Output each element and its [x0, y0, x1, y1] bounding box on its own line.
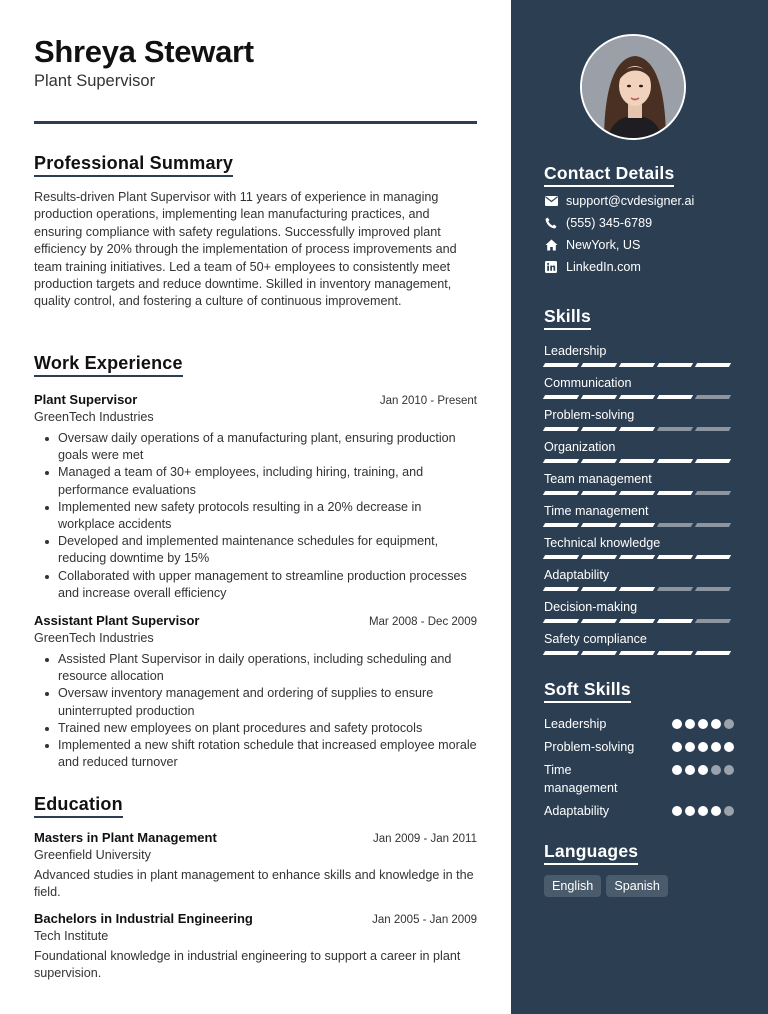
skill-item [544, 375, 734, 399]
education-section [34, 794, 477, 983]
skill-level-bar [544, 619, 734, 623]
skill-level-segment [581, 459, 617, 463]
skill-name: Decision-making [544, 600, 638, 614]
skill-level-segment [543, 363, 579, 367]
skill-level-segment [581, 491, 617, 495]
skill-level-segment [695, 491, 731, 495]
job-entry [34, 613, 477, 771]
degree-title: Bachelors in Industrial Engineering [34, 910, 253, 926]
candidate-name: Shreya Stewart [34, 34, 254, 69]
list-item: Trained new employees on plant procedures and safety protocols [34, 720, 477, 737]
job-date: Jan 2010 - Present [379, 395, 477, 407]
work-experience-section [34, 353, 477, 771]
skill-item [544, 535, 734, 559]
education-date: Jan 2009 - Jan 2011 [372, 833, 477, 845]
skill-item [544, 471, 734, 495]
list-item: Assisted Plant Supervisor in daily operations, including scheduling and resource allocation [34, 651, 477, 685]
contact-title: Contact Details [544, 163, 674, 187]
skill-level-bar [544, 363, 734, 367]
skill-name: Time management [544, 504, 649, 518]
education-entry [34, 830, 477, 902]
work-experience-title: Work Experience [34, 353, 183, 377]
skill-level-segment [581, 395, 617, 399]
skill-level-segment [581, 619, 617, 623]
bullet-icon [45, 575, 49, 579]
degree-title: Masters in Plant Management [34, 830, 217, 845]
skill-name: Problem-solving [544, 408, 635, 422]
skill-level-segment [657, 363, 693, 367]
skill-item [544, 599, 734, 623]
bullet-icon [45, 437, 49, 441]
skill-item [544, 343, 734, 367]
skill-level-segment [657, 555, 693, 559]
rating-dot-icon [672, 806, 682, 816]
list-item: Developed and implemented maintenance schedules for equipment, reducing downtime by 15% [34, 533, 477, 567]
rating-dot-icon [724, 765, 734, 775]
soft-skill-item [544, 738, 734, 756]
skill-level-segment [695, 619, 731, 623]
school-name: Greenfield University [34, 848, 151, 862]
linkedin-icon [544, 260, 558, 274]
skill-level-segment [619, 427, 655, 431]
skill-level-segment [543, 619, 579, 623]
skill-level-segment [581, 651, 617, 655]
list-item: Implemented new safety protocols resulting in a 20% decrease in workplace accidents [34, 499, 477, 533]
rating-dot-icon [724, 806, 734, 816]
skill-level-segment [581, 555, 617, 559]
language-badge: Spanish [606, 875, 668, 897]
job-title: Plant Supervisor [34, 392, 138, 407]
list-item: Implemented a new shift rotation schedule that increased employee morale and reduced turnover [34, 737, 477, 771]
skill-level-segment [695, 395, 731, 399]
rating-dot-icon [724, 742, 734, 752]
skills-title: Skills [544, 306, 591, 330]
soft-skill-rating [672, 719, 734, 729]
skill-level-segment [619, 587, 655, 591]
job-company: GreenTech Industries [34, 410, 154, 424]
rating-dot-icon [672, 742, 682, 752]
skill-level-segment [543, 491, 579, 495]
bullet-icon [45, 471, 49, 475]
soft-skill-item [544, 761, 734, 797]
sidebar [511, 0, 768, 1014]
rating-dot-icon [672, 765, 682, 775]
skill-level-segment [543, 523, 579, 527]
bullet-icon [45, 727, 49, 731]
phone-icon [544, 216, 558, 230]
soft-skills-section [544, 679, 734, 820]
job-date: Mar 2008 - Dec 2009 [368, 616, 477, 629]
rating-dot-icon [685, 719, 695, 729]
skill-level-bar [544, 587, 734, 591]
skills-section [544, 306, 734, 663]
skill-level-segment [543, 395, 579, 399]
skill-level-segment [543, 555, 579, 559]
list-item: Oversaw daily operations of a manufacturing plant, ensuring production goals were met [34, 430, 477, 464]
skill-name: Team management [544, 472, 652, 486]
skill-level-segment [657, 459, 693, 463]
education-date: Jan 2005 - Jan 2009 [372, 913, 477, 926]
skill-level-segment [581, 587, 617, 591]
skill-level-segment [695, 363, 731, 367]
education-entry [34, 911, 477, 983]
skill-level-segment [619, 619, 655, 623]
skill-name: Safety compliance [544, 632, 647, 646]
soft-skill-item [544, 715, 734, 733]
rating-dot-icon [698, 742, 708, 752]
languages-title: Languages [544, 841, 638, 865]
skill-level-segment [619, 459, 655, 463]
skill-level-segment [543, 651, 579, 655]
skill-name: Adaptability [544, 568, 610, 582]
languages-section [544, 841, 744, 897]
skill-item [544, 631, 734, 655]
job-entry [34, 392, 477, 602]
skill-level-bar [544, 491, 734, 495]
contact-phone[interactable]: (555) 345-6789 [544, 215, 744, 231]
bullet-icon [45, 540, 49, 544]
skill-level-segment [657, 523, 693, 527]
school-name: Tech Institute [34, 928, 109, 943]
bullet-icon [45, 658, 49, 662]
skill-item [544, 407, 734, 431]
education-description: Advanced studies in plant management to enhance skills and knowledge in the field. [34, 868, 474, 900]
skill-level-segment [581, 363, 617, 367]
skill-level-bar [544, 459, 734, 463]
skill-level-bar [544, 523, 734, 527]
contact-location: NewYork, US [544, 237, 744, 253]
skills-list [544, 343, 734, 655]
candidate-role: Plant Supervisor [34, 72, 156, 90]
rating-dot-icon [698, 765, 708, 775]
soft-skill-item [544, 802, 734, 820]
soft-skills-title: Soft Skills [544, 679, 631, 703]
header-divider [34, 121, 477, 124]
summary-section [34, 153, 477, 311]
portrait-image [582, 36, 686, 140]
soft-skill-name: Time management [544, 763, 618, 795]
skill-level-bar [544, 427, 734, 431]
home-icon [544, 238, 558, 252]
skill-level-segment [619, 651, 655, 655]
contact-linkedin[interactable]: LinkedIn.com [544, 259, 744, 275]
rating-dot-icon [698, 719, 708, 729]
skill-level-bar [544, 651, 734, 655]
envelope-icon [544, 194, 558, 208]
rating-dot-icon [685, 765, 695, 775]
skill-name: Organization [544, 440, 616, 454]
rating-dot-icon [672, 719, 682, 729]
bullet-icon [45, 692, 49, 696]
skill-level-segment [695, 459, 731, 463]
skill-level-segment [543, 427, 579, 431]
list-item: Oversaw inventory management and ordering of supplies to ensure uninterrupted production [34, 685, 477, 719]
rating-dot-icon [685, 806, 695, 816]
list-item: Collaborated with upper management to streamline production processes and increase overall efficiency [34, 568, 477, 602]
skill-level-segment [619, 363, 655, 367]
skill-level-segment [543, 459, 579, 463]
bullet-icon [45, 506, 49, 510]
soft-skill-rating [672, 806, 734, 816]
skill-level-segment [695, 651, 731, 655]
skill-level-segment [695, 555, 731, 559]
rating-dot-icon [711, 742, 721, 752]
soft-skill-name: Problem-solving [544, 740, 635, 754]
skill-level-bar [544, 395, 734, 399]
contact-email[interactable]: support@cvdesigner.ai [544, 193, 744, 209]
soft-skill-rating [672, 742, 734, 752]
rating-dot-icon [711, 765, 721, 775]
skill-level-segment [695, 587, 731, 591]
rating-dot-icon [698, 806, 708, 816]
soft-skill-rating [672, 765, 734, 775]
soft-skill-name: Adaptability [544, 804, 610, 818]
skill-level-segment [657, 427, 693, 431]
skill-level-segment [657, 619, 693, 623]
skill-name: Leadership [544, 344, 607, 358]
skill-level-segment [619, 555, 655, 559]
skill-level-bar [544, 555, 734, 559]
summary-text: Results-driven Plant Supervisor with 11 years of experience in managing production operations, implementing lean manufacturing practices, and ensuring compliance with safety regulations. Successfully improved plant efficiency by 20% through the implementation of process improvements and team training initiatives. Led a team of 50+ employees to consistently meet production targets and reduce downtime. Skilled in inventory management, quality control, and fostering a culture of continuous improvement. [34, 190, 457, 309]
skill-item [544, 439, 734, 463]
soft-skills-list [544, 715, 734, 820]
job-company: GreenTech Industries [34, 631, 154, 646]
bullet-icon [45, 744, 49, 748]
languages-list [544, 875, 744, 897]
rating-dot-icon [711, 806, 721, 816]
skill-level-segment [619, 523, 655, 527]
avatar [580, 34, 686, 140]
list-item: Managed a team of 30+ employees, including hiring, training, and performance evaluations [34, 464, 477, 498]
skill-level-segment [695, 523, 731, 527]
skill-item [544, 503, 734, 527]
job-bullets [34, 651, 477, 771]
education-title: Education [34, 794, 123, 818]
skill-level-segment [657, 395, 693, 399]
summary-title: Professional Summary [34, 153, 233, 177]
language-badge: English [544, 875, 601, 897]
rating-dot-icon [685, 742, 695, 752]
skill-level-segment [657, 491, 693, 495]
skill-item [544, 567, 734, 591]
skill-level-segment [581, 427, 617, 431]
job-title: Assistant Plant Supervisor [34, 613, 200, 629]
skill-level-segment [543, 587, 579, 591]
skill-level-segment [619, 491, 655, 495]
skill-level-segment [619, 395, 655, 399]
rating-dot-icon [724, 719, 734, 729]
skill-name: Communication [544, 376, 632, 390]
soft-skill-name: Leadership [544, 717, 607, 731]
skill-level-segment [581, 523, 617, 527]
skill-level-segment [657, 587, 693, 591]
skill-name: Technical knowledge [544, 536, 661, 550]
skill-level-segment [695, 427, 731, 431]
job-bullets [34, 430, 477, 602]
rating-dot-icon [711, 719, 721, 729]
contact-section [544, 163, 744, 275]
skill-level-segment [657, 651, 693, 655]
education-description: Foundational knowledge in industrial engineering to support a career in plant supervision. [34, 948, 461, 981]
